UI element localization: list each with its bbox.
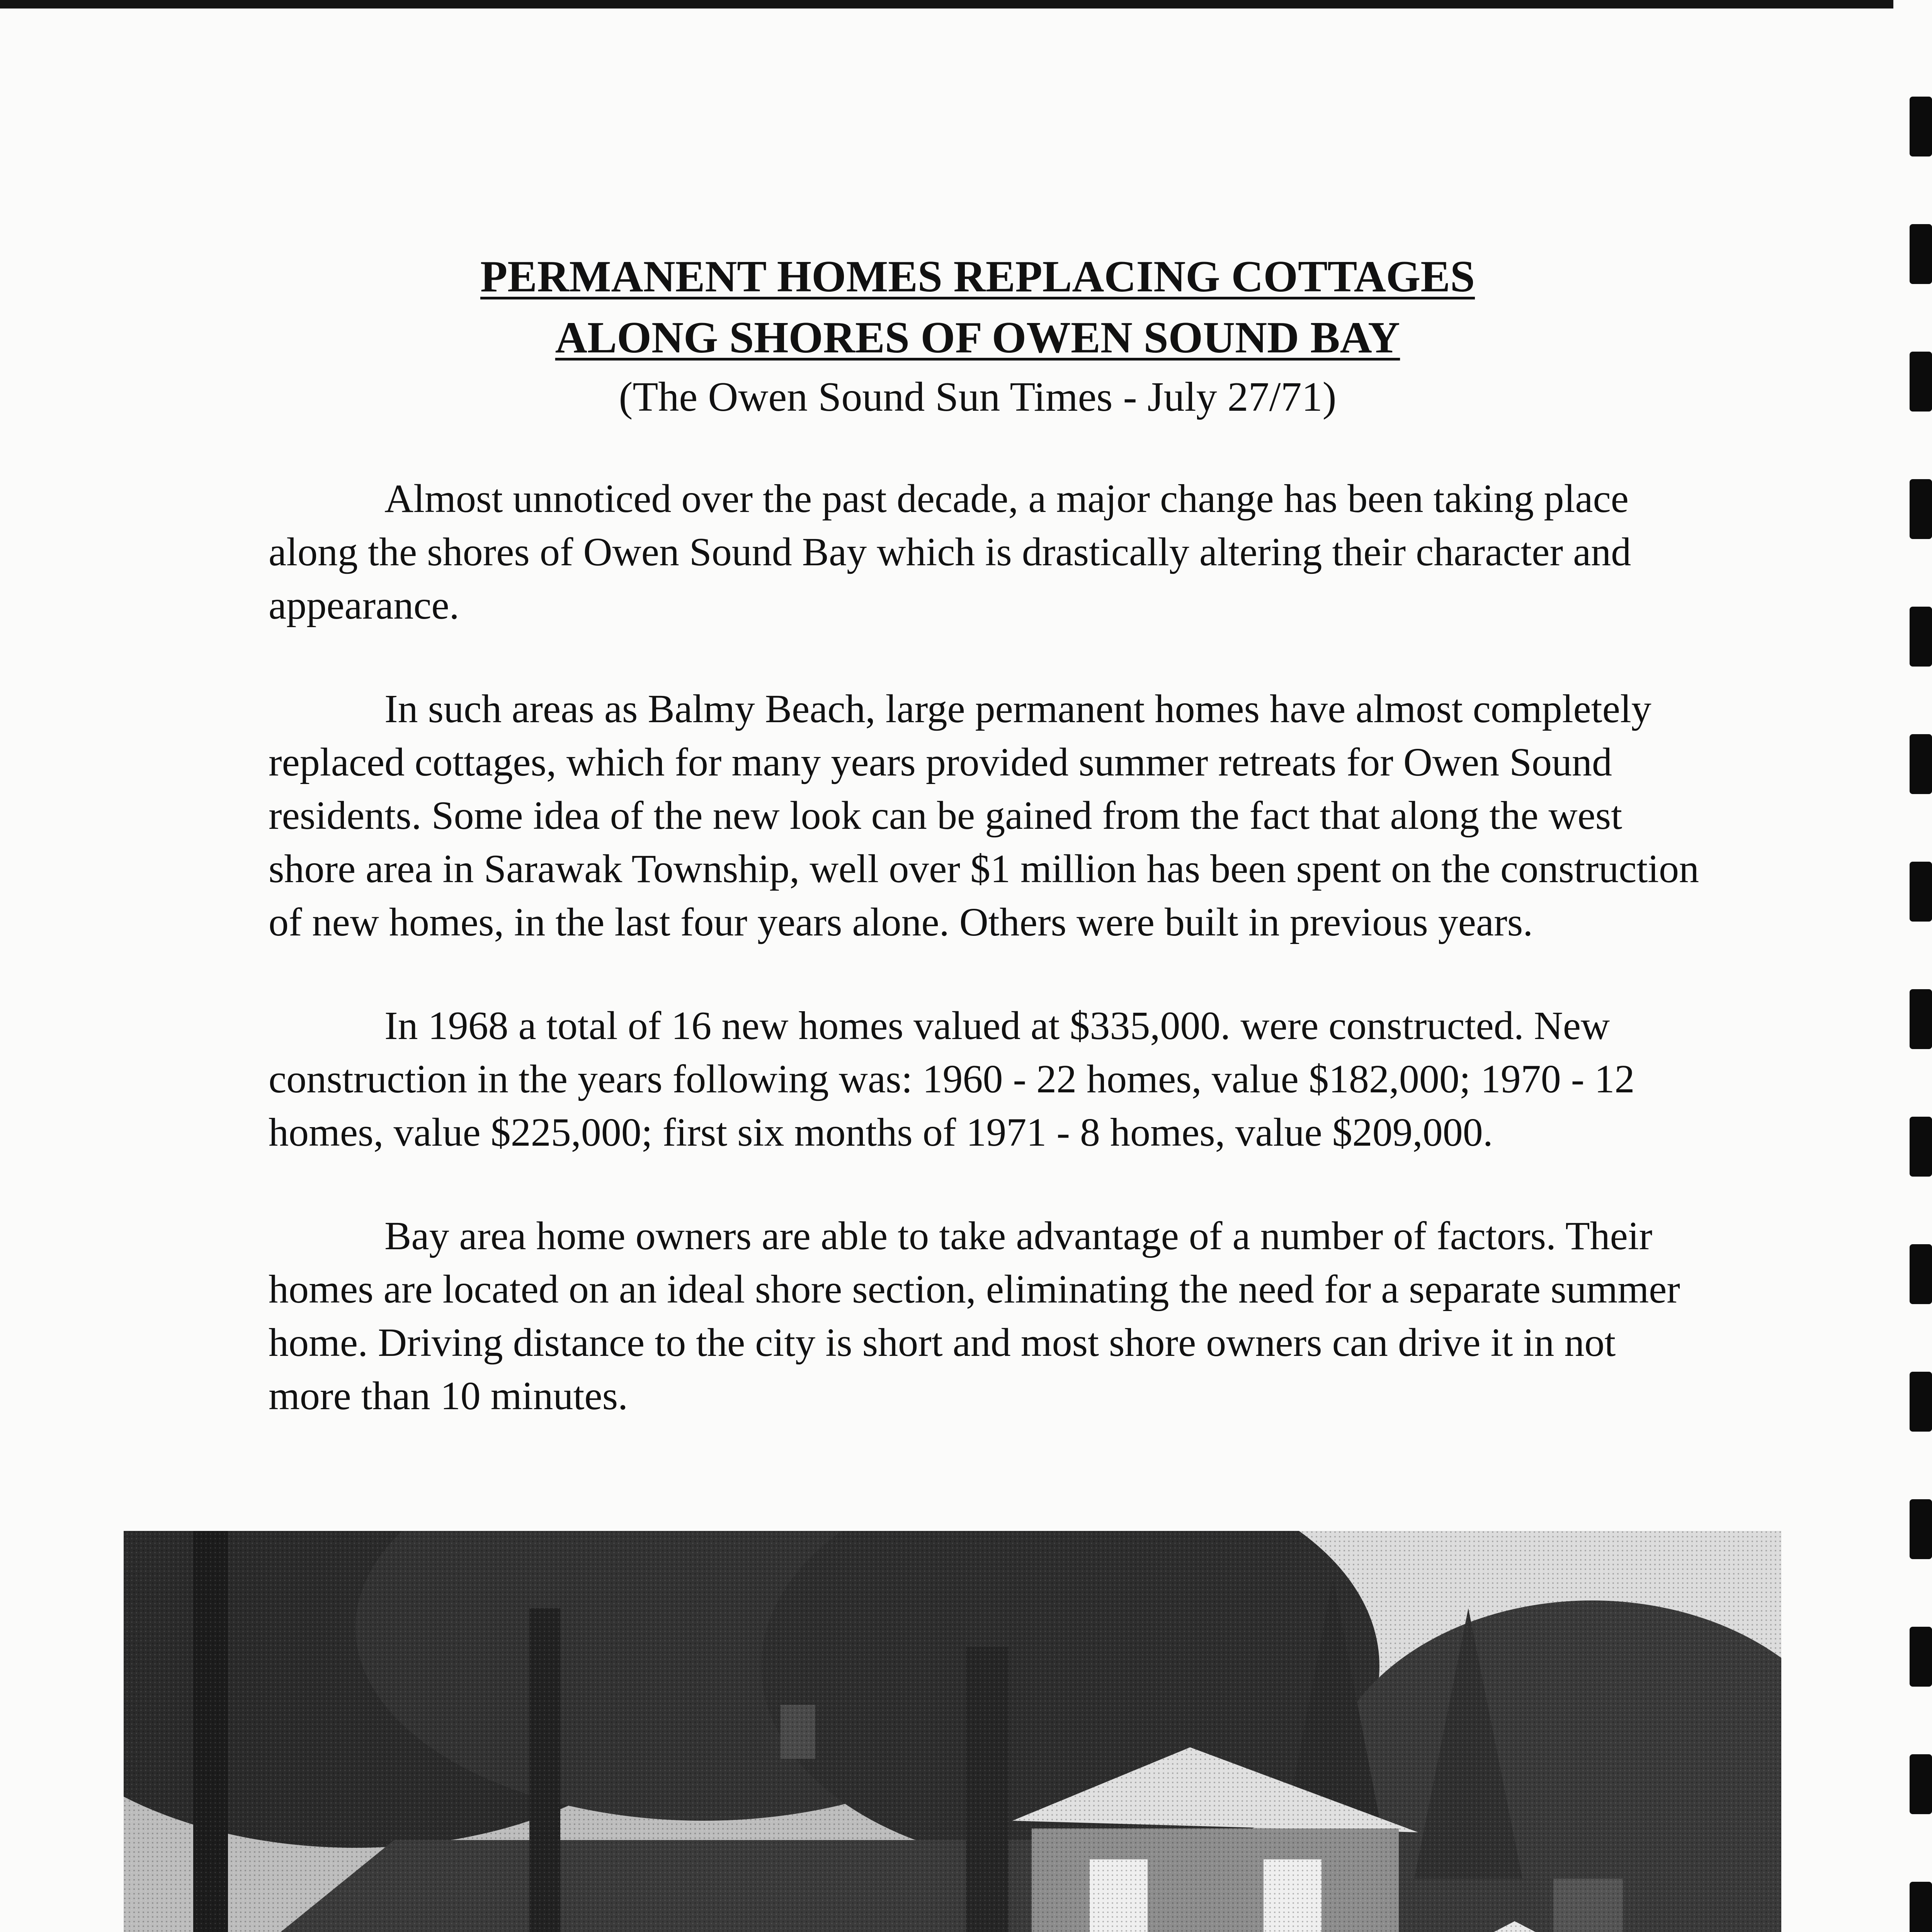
paragraph: Bay area home owners are able to take advantage of a number of factors. Their homes are located on an ideal shore section, eliminating the need for a separate summer home. Driving distance to the city is short and most shore owners can drive it in not more than 10 minutes.	[269, 1214, 1680, 1418]
article-header	[263, 246, 1692, 426]
headline-line-1: PERMANENT HOMES REPLACING COTTAGES	[480, 252, 1475, 301]
paragraph: In 1968 a total of 16 new homes valued at $335,000. were constructed. New construction in the years following was: 1960 - 22 homes, value $182,000; 1970 - 12 homes, value $225,000; first six months of 1971 - 8 homes, value $209,000.	[269, 1003, 1635, 1155]
binding-hole	[1910, 1372, 1932, 1432]
binding-hole	[1910, 1627, 1932, 1687]
binding-hole	[1910, 1117, 1932, 1177]
binding-hole	[1910, 1499, 1932, 1559]
binding-hole	[1910, 1754, 1932, 1814]
article-body	[269, 472, 1706, 1473]
document-page	[0, 9, 1893, 1932]
binding-hole	[1910, 989, 1932, 1049]
binding-hole	[1910, 1882, 1932, 1932]
binding-hole	[1910, 862, 1932, 922]
paragraph: In such areas as Balmy Beach, large permanent homes have almost completely replaced cottages, which for many years provided summer retreats for Owen Sound residents. Some idea of the new look can be gained from the fact that along the west shore area in Sarawak Township, well over $1 million has been spent on the construction of new homes, in the last four years alone. Others were built in previous years.	[269, 687, 1699, 944]
binding-hole	[1910, 734, 1932, 794]
binding-hole	[1910, 352, 1932, 412]
headline-line-2: ALONG SHORES OF OWEN SOUND BAY	[555, 313, 1400, 362]
spiral-binding	[1893, 0, 1932, 1932]
source-citation: (The Owen Sound Sun Times - July 27/71)	[619, 374, 1337, 420]
house-photo	[124, 1531, 1781, 1932]
binding-hole	[1910, 224, 1932, 284]
paragraph: Almost unnoticed over the past decade, a major change has been taking place along the shores of Owen Sound Bay which is drastically altering their character and appearance.	[269, 476, 1631, 628]
binding-hole	[1910, 479, 1932, 539]
binding-hole	[1910, 97, 1932, 156]
binding-hole	[1910, 607, 1932, 667]
binding-hole	[1910, 1244, 1932, 1304]
